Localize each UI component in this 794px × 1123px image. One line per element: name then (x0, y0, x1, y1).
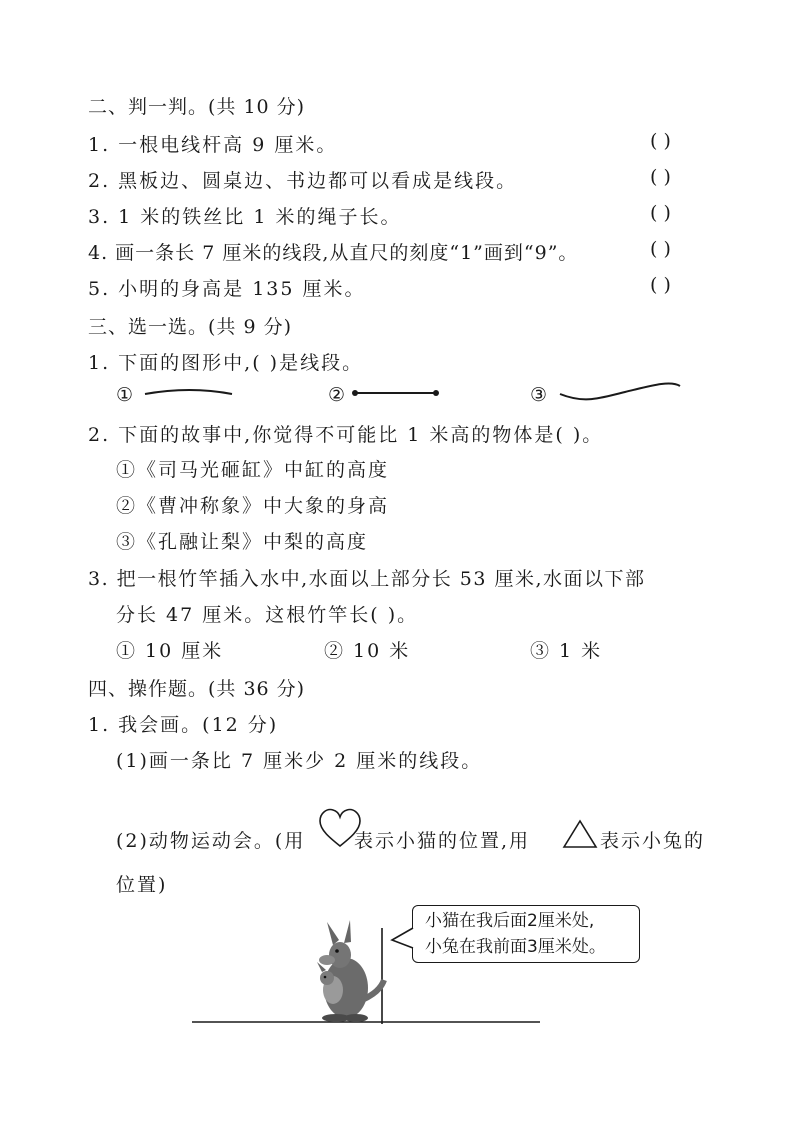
option-1-marker[interactable]: ① (116, 384, 134, 406)
sub-question-2-part-c: 表示小兔的 (600, 830, 706, 852)
choice-3-option-1[interactable]: ① 10 厘米 (116, 640, 224, 662)
option-2-figure (352, 390, 439, 396)
triangle-icon (564, 821, 596, 847)
judge-item-4: 4. 画一条长 7 厘米的线段,从直尺的刻度“1”画到“9”。 (88, 242, 579, 264)
judge-item-3: 3. 1 米的铁丝比 1 米的绳子长。 (88, 206, 402, 228)
bubble-line-2: 小兔在我前面3厘米处。 (425, 937, 606, 957)
choice-2-option-3[interactable]: ③《孔融让梨》中梨的高度 (116, 531, 369, 553)
choice-2-option-1[interactable]: ①《司马光砸缸》中缸的高度 (116, 459, 390, 481)
judge-item-1: 1. 一根电线杆高 9 厘米。 (88, 134, 338, 156)
operation-question-1: 1. 我会画。(12 分) (88, 714, 279, 736)
heart-icon (320, 810, 360, 846)
choice-3-option-3[interactable]: ③ 1 米 (530, 640, 603, 662)
choice-2-option-2[interactable]: ②《曹冲称象》中大象的身高 (116, 495, 390, 517)
bubble-line-1: 小猫在我后面2厘米处, (425, 911, 595, 931)
option-3-figure (560, 384, 680, 400)
choice-3-option-2[interactable]: ② 10 米 (324, 640, 411, 662)
option-2-marker[interactable]: ② (328, 384, 346, 406)
choice-question-3-line1: 3. 把一根竹竿插入水中,水面以上部分长 53 厘米,水面以下部 (88, 568, 646, 590)
answer-paren-5[interactable]: ( ) (650, 274, 671, 296)
answer-paren-2[interactable]: ( ) (650, 166, 671, 188)
section-4-heading: 四、操作题。(共 36 分) (88, 678, 306, 700)
kangaroo-icon (317, 920, 384, 1022)
judge-item-5: 5. 小明的身高是 135 厘米。 (88, 278, 366, 300)
option-1-figure (145, 390, 232, 394)
answer-paren-3[interactable]: ( ) (650, 202, 671, 224)
choice-question-2: 2. 下面的故事中,你觉得不可能比 1 米高的物体是( )。 (88, 424, 604, 446)
choice-question-1: 1. 下面的图形中,( )是线段。 (88, 352, 364, 374)
judge-item-2: 2. 黑板边、圆桌边、书边都可以看成是线段。 (88, 170, 518, 192)
sub-question-1: (1)画一条比 7 厘米少 2 厘米的线段。 (116, 750, 483, 772)
section-3-heading: 三、选一选。(共 9 分) (88, 316, 292, 338)
bubble-tail (392, 928, 413, 948)
answer-paren-4[interactable]: ( ) (650, 238, 671, 260)
sub-question-2-part-b: 表示小猫的位置,用 (354, 830, 531, 852)
sub-question-2-part-a: (2)动物运动会。(用 (116, 830, 306, 852)
answer-paren-1[interactable]: ( ) (650, 130, 671, 152)
sub-question-2-line2: 位置) (116, 874, 168, 896)
section-2-heading: 二、判一判。(共 10 分) (88, 96, 306, 118)
choice-question-3-line2: 分长 47 厘米。这根竹竿长( )。 (116, 604, 419, 626)
option-3-marker[interactable]: ③ (530, 384, 548, 406)
